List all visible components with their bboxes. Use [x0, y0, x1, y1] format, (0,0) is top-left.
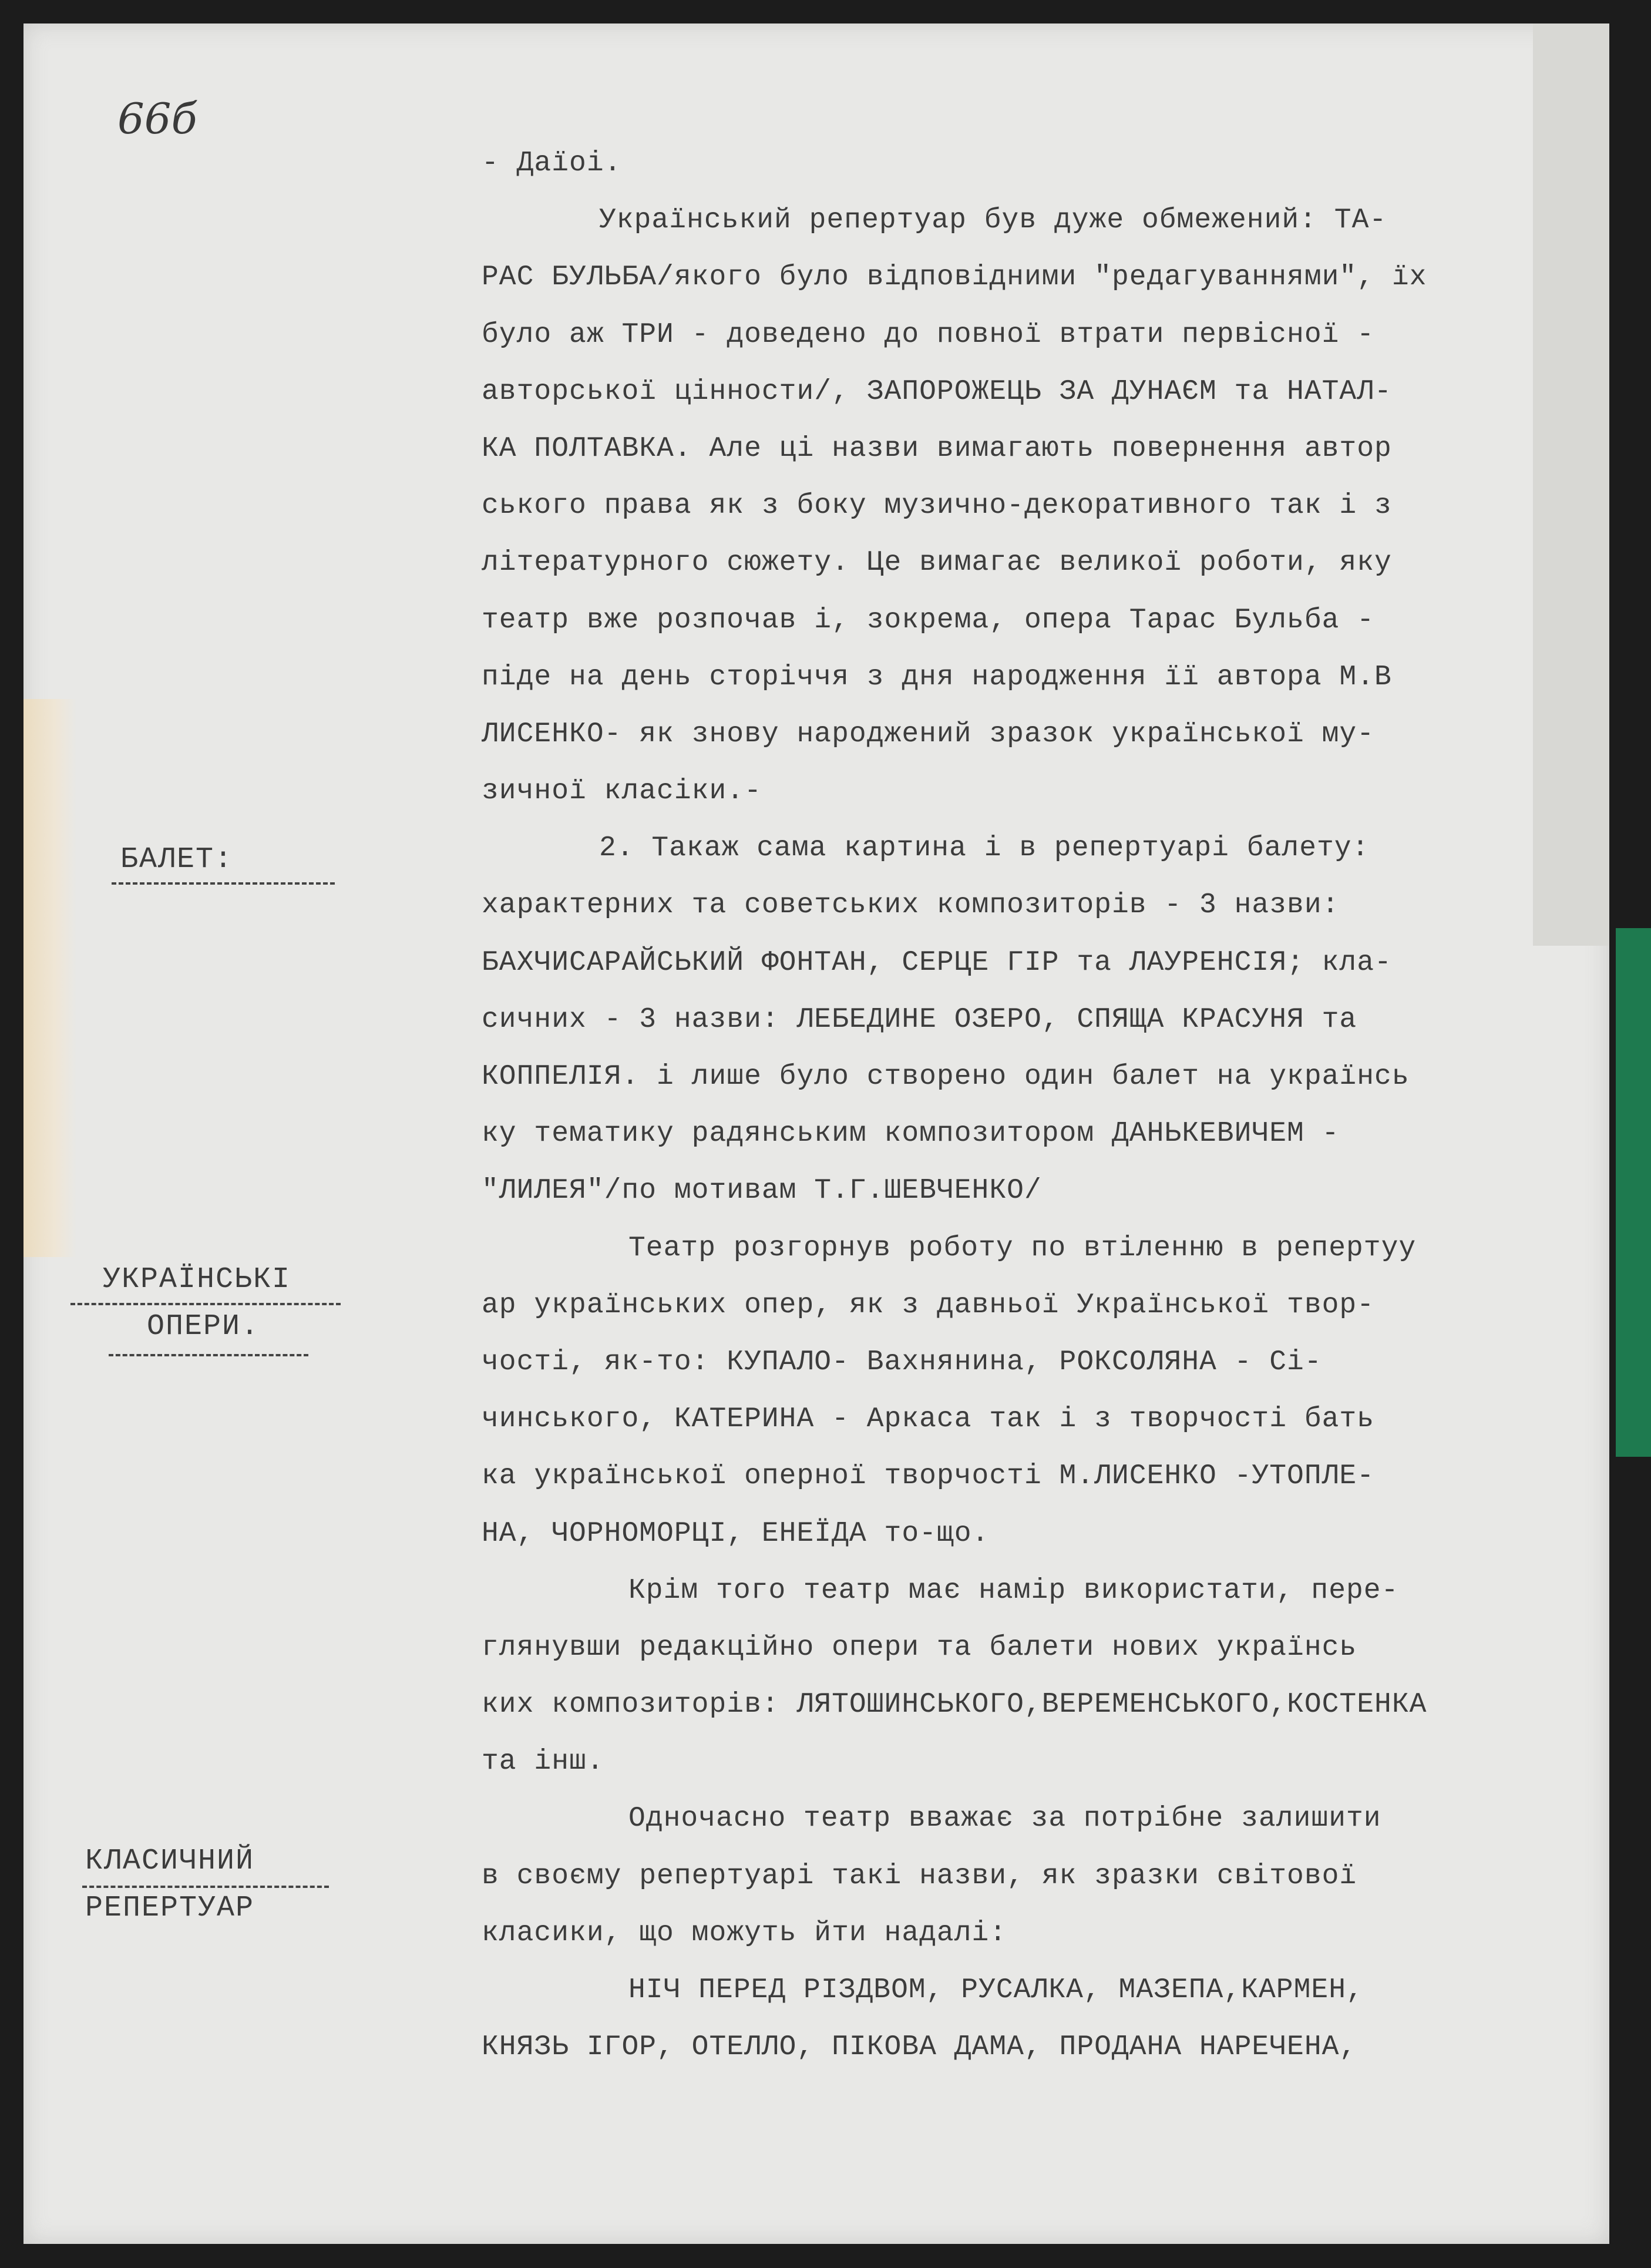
scan-background [1616, 928, 1651, 1457]
text-line: КОППЕЛІЯ. і лише було створено один балет на українсь [482, 1061, 1410, 1093]
text-line: ку тематику радянським композитором ДАНЬКЕВИЧЕМ - [482, 1118, 1340, 1150]
text-line: літературного сюжету. Це вимагає великої роботи, яку [482, 547, 1392, 579]
text-line: НІЧ ПЕРЕД РІЗДВОМ, РУСАЛКА, МАЗЕПА,КАРМЕН, [628, 1974, 1364, 2006]
text-line: КА ПОЛТАВКА. Але ці назви вимагають повернення автор [482, 432, 1392, 465]
text-line: класики, що можуть йти надалі: [482, 1917, 1007, 1949]
text-line: Одночасно театр вважає за потрібне залишити [628, 1803, 1381, 1835]
text-line: 2. Такаж сама картина і в репертуарі балету: [599, 832, 1370, 865]
text-line: "ЛИЛЕЯ"/по мотивам Т.Г.ШЕВЧЕНКО/ [482, 1175, 1042, 1207]
margin-underline [82, 1886, 329, 1888]
margin-note-ukrainian-operas-line1: УКРАЇНСЬКІ [103, 1263, 291, 1296]
backing-sheet [1533, 23, 1609, 946]
margin-underline [109, 1354, 308, 1356]
margin-note-ukrainian-operas-line2: ОПЕРИ. [147, 1310, 260, 1343]
text-line: сичних - 3 назви: ЛЕБЕДИНЕ ОЗЕРО, СПЯЩА КРАСУНЯ та [482, 1003, 1357, 1036]
margin-note-classical-line1: КЛАСИЧНИЙ [85, 1844, 255, 1878]
text-line: зичної класіки.- [482, 775, 762, 808]
text-line: чості, як-то: КУПАЛО- Вахнянина, РОКСОЛЯНА - Сі- [482, 1346, 1322, 1378]
text-line: Театр розгорнув роботу по втіленню в репертуу [628, 1232, 1417, 1264]
text-line: - Даїоі. [482, 147, 622, 179]
paper-stain [23, 699, 76, 1257]
page-number: 66б [117, 94, 197, 143]
text-line: піде на день сторіччя з дня народження її автора М.В [482, 661, 1392, 693]
text-line: чинського, КАТЕРИНА - Аркаса так і з творчості бать [482, 1403, 1375, 1436]
text-line: НА, ЧОРНОМОРЦІ, ЕНЕЇДА то-що. [482, 1517, 990, 1550]
margin-note-classical-line2: РЕПЕРТУАР [85, 1891, 255, 1925]
document-page [23, 23, 1609, 2244]
margin-note-ballet: БАЛЕТ: [120, 843, 234, 876]
margin-underline [112, 882, 335, 885]
text-line: авторської цінности/, ЗАПОРОЖЕЦЬ ЗА ДУНАЄМ та НАТАЛ- [482, 375, 1392, 408]
margin-underline [70, 1303, 341, 1305]
text-line: ЛИСЕНКО- як знову народжений зразок української му- [482, 718, 1375, 750]
text-line: РАС БУЛЬБА/якого було відповідними "редагуваннями", їх [482, 261, 1427, 294]
text-line: та інш. [482, 1746, 604, 1778]
body-text [482, 135, 1539, 2076]
text-line: ар українських опер, як з давньої Української твор- [482, 1289, 1375, 1321]
text-line: було аж ТРИ - доведено до повної втрати первісної - [482, 318, 1375, 351]
text-line: ких композиторів: ЛЯТОШИНСЬКОГО,ВЕРЕМЕНСЬКОГО,КОСТЕНКА [482, 1689, 1427, 1721]
text-line: характерних та советських композиторів - 3 назви: [482, 889, 1340, 922]
text-line: в своєму репертуарі такі назви, як зразки світової [482, 1860, 1357, 1892]
text-line: глянувши редакційно опери та балети нових українсь [482, 1631, 1357, 1664]
text-line: БАХЧИСАРАЙСЬКИЙ ФОНТАН, СЕРЦЕ ГІР та ЛАУРЕНСІЯ; кла- [482, 946, 1392, 979]
text-line: ського права як з боку музично-декоративного так і з [482, 490, 1392, 522]
text-line: КНЯЗЬ ІГОР, ОТЕЛЛО, ПІКОВА ДАМА, ПРОДАНА НАРЕЧЕНА, [482, 2031, 1357, 2064]
text-line: ка української оперної творчості М.ЛИСЕНКО -УТОПЛЕ- [482, 1460, 1375, 1493]
text-line: Крім того театр має намір використати, пере- [628, 1574, 1399, 1607]
text-line: Український репертуар був дуже обмежений: ТА- [599, 204, 1387, 237]
text-line: театр вже розпочав і, зокрема, опера Тарас Бульба - [482, 604, 1375, 636]
